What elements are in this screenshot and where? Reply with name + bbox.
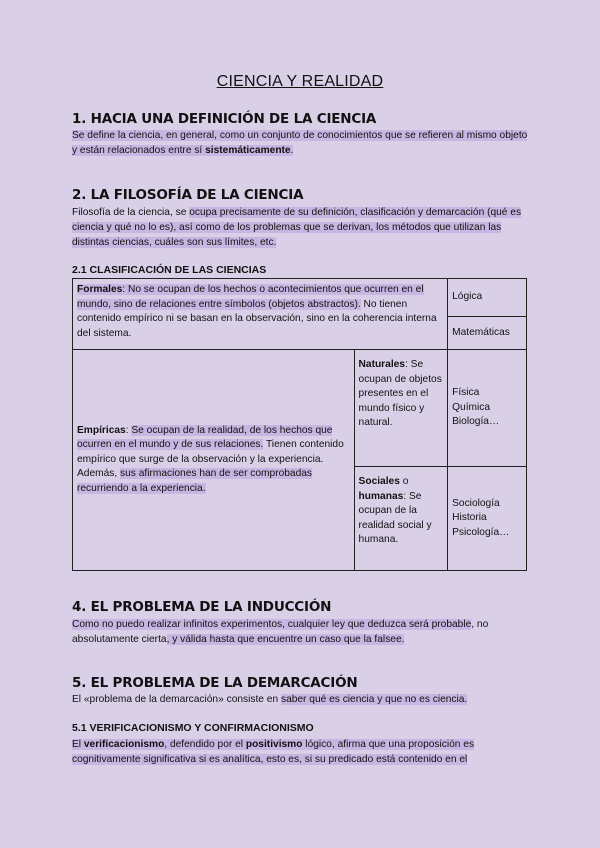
classification-table (72, 278, 527, 571)
highlight: Como no puedo realizar infinitos experimentos, cualquier ley que deduzca será probable (72, 619, 472, 630)
section-1-heading: 1. HACIA UNA DEFINICIÓN DE LA CIENCIA (72, 111, 377, 127)
matematicas-cell: Matemáticas (448, 317, 527, 350)
section-4-heading: 4. EL PROBLEMA DE LA INDUCCIÓN (72, 599, 332, 615)
naturales-cell: Naturales: Se ocupan de objetos presentes en el mundo físico y natural. (354, 350, 448, 467)
table-row (73, 350, 527, 467)
list-item: Química (452, 401, 491, 413)
section-2-1-heading: 2.1 CLASIFICACIÓN DE LAS CIENCIAS (72, 264, 267, 276)
list-item: Sociología (452, 497, 500, 509)
highlight: Formales: No se ocupan de los hechos o acontecimientos que ocurren en el mundo, sino de relaciones entre símbolos (objetos abstractos). (77, 284, 424, 310)
page-title: CIENCIA Y REALIDAD (216, 73, 384, 90)
highlight: , y válida hasta que encuentre un caso que la falsee. (166, 634, 405, 645)
highlight: saber qué es ciencia y que no es ciencia. (280, 694, 468, 705)
section-5-heading: 5. EL PROBLEMA DE LA DEMARCACIÓN (72, 675, 358, 691)
highlight: sus afirmaciones han de ser comprobadas recurriendo a la experiencia. (77, 468, 313, 494)
list-item: Física (452, 387, 480, 399)
list-item: Biología… (452, 416, 500, 428)
sociales-cell: Sociales o humanas: Se ocupan de la realidad social y humana. (354, 467, 448, 571)
section-4-paragraph: Como no puedo realizar infinitos experimentos, cualquier ley que deduzca será probable, no absolutamente cierta, y válida hasta que encuentre un caso que la falsee. (72, 619, 489, 645)
section-5-1-heading: 5.1 VERIFICACIONISMO Y CONFIRMACIONISMO (72, 722, 314, 734)
highlight: ocupa precisamente de su definición, clasificación y demarcación (qué es ciencia y qué no lo es), así como de los problemas que se derivan, los métodos que utilizan las distintas ciencias, cuáles son sus límites, etc. (72, 207, 522, 248)
table-row (73, 279, 527, 317)
section-1-paragraph (72, 128, 532, 158)
section-5-1-paragraph (72, 737, 532, 767)
section-5-paragraph: El «problema de la demarcación» consiste en saber qué es ciencia y que no es ciencia. (72, 694, 468, 705)
logica-cell: Lógica (448, 279, 527, 317)
highlight: El verificacionismo, defendido por el positivismo lógico, afirma que una proposición es cognitivamente significativa si es analítica, esto es, si su predicado está contenido en el (72, 739, 475, 765)
empiricas-cell: Empíricas: Se ocupan de la realidad, de los hechos que ocurren en el mundo y de sus relaciones. Tienen contenido empírico que surge de la observación y la experiencia. Además, sus afirmaciones han de ser comprobadas recurriendo a la experiencia. (73, 350, 355, 571)
list-item: Historia (452, 512, 487, 524)
section-2-paragraph: Filosofía de la ciencia, se ocupa precisamente de su definición, clasificación y demarcación (qué es ciencia y qué no lo es), así como de los problemas que se derivan, los métodos que utilizan las distintas ciencias, cuáles son sus límites, etc. (72, 207, 522, 248)
naturales-list-cell (448, 350, 527, 467)
section-2-heading: 2. LA FILOSOFÍA DE LA CIENCIA (72, 187, 304, 203)
sociales-list-cell (448, 467, 527, 571)
list-item: Psicología… (452, 526, 510, 538)
formales-cell: Formales: No se ocupan de los hechos o acontecimientos que ocurren en el mundo, sino de relaciones entre símbolos (objetos abstractos). No tienen contenido empírico ni se basan en la observación, sino en la coherencia interna del sistema. (73, 279, 448, 350)
bold-term: sistemáticamente (205, 145, 291, 156)
highlight: Se ocupan de la realidad, de los hechos que ocurren en el mundo y de sus relaciones. (77, 424, 333, 451)
highlight: Se define la ciencia, en general, como un conjunto de conocimientos que se refieren al mismo objeto y están relacionados entre sí sistemáticamente. (72, 130, 528, 156)
